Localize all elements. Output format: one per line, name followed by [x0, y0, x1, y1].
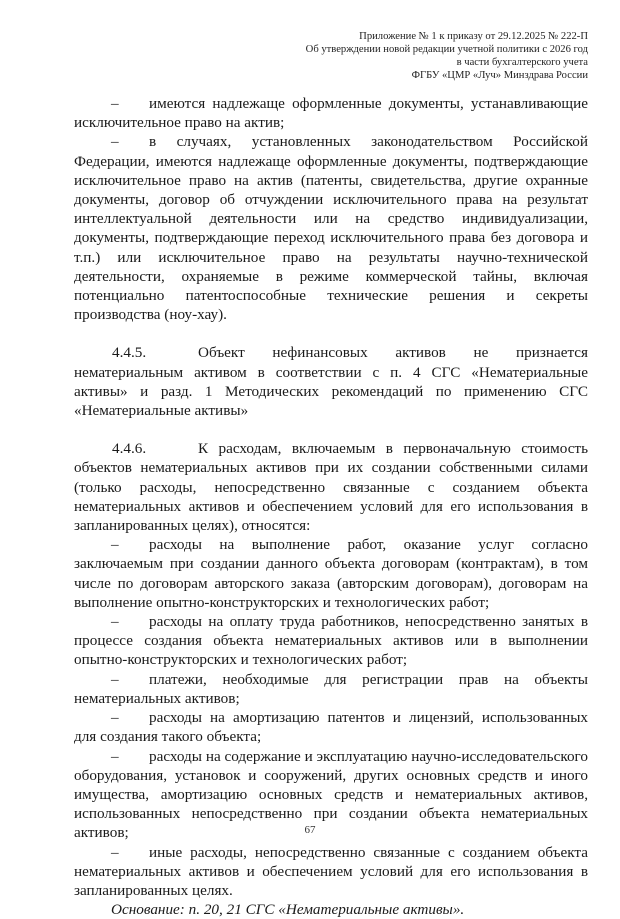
list-item-text: расходы на оплату труда работников, непосредственно занятых в процессе создания объекта нематериальных активов или в выполнении опытно-конструкторских и технологических работ; [74, 613, 588, 669]
spacer [74, 420, 588, 439]
section-text: Объект нефинансовых активов не признается нематериальным активом в соответствии с п. 4 СГС «Нематериальные активы» и разд. 1 Методических рекомендаций по применению СГС «Нематериальные активы» [74, 344, 588, 420]
dash-marker: – [111, 709, 119, 727]
dash-marker: – [111, 133, 119, 151]
document-header [306, 30, 588, 82]
list-item [74, 132, 588, 324]
header-line: Приложение № 1 к приказу от 29.12.2025 № 222-П [359, 31, 588, 42]
dash-marker: – [111, 843, 119, 861]
dash-marker: – [111, 536, 119, 554]
list-item-text: платежи, необходимые для регистрации прав на объекты нематериальных активов; [74, 670, 588, 707]
section-text: К расходам, включаемым в первоначальную стоимость объектов нематериальных активов при их создании собственными силами (только расходы, непосредственно связанные с созданием объекта нематериальных активов и обеспечением условий для его использования в запланированных целях), относятся: [74, 440, 588, 535]
list-item-text: в случаях, установленных законодательством Российской Федерации, имеются надлежаще оформленные документы, подтверждающие исключительное право на актив (патенты, свидетельства, другие охранные документы, договор об отчуждении исключительного права на результат интеллектуальной деятельности или на средство индивидуализации, документы, подтверждающие переход исключительного права без договора и т.п.) или исключительное право на результаты научно-технической деятельности, охраняемые в режиме коммерческой тайны, включая потенциально патентоспособные технические решения и секреты производства (ноу-хау). [74, 133, 588, 324]
dash-marker: – [111, 670, 119, 688]
list-item-text: расходы на содержание и эксплуатацию научно-исследовательского оборудования, установок и сооружений, других основных средств и иного имущества, амортизацию основных средств и нематериальных активов, использованных непосредственно при создании объекта нематериальных активов; [74, 747, 588, 842]
header-line: Об утверждении новой редакции учетной политики с 2026 год [305, 44, 588, 55]
list-item-text: расходы на выполнение работ, оказание услуг согласно заключаемым при создании данного объекта договорам (контрактам), в том числе по договорам авторского заказа (авторским договорам), договорам на выполнение опытно-конструкторских и технологических работ; [74, 536, 588, 611]
section-number: 4.4.5. [112, 344, 147, 362]
list-item [74, 612, 588, 670]
header-line: ФГБУ «ЦМР «Луч» Минздрава России [411, 70, 588, 81]
spacer [74, 324, 588, 343]
dash-marker: – [111, 95, 119, 112]
page-number: 67 [304, 824, 316, 836]
section-4-4-6 [74, 439, 588, 535]
document-body [74, 94, 588, 919]
list-item [74, 94, 588, 132]
dash-marker: – [111, 747, 119, 765]
section-number: 4.4.6. [112, 440, 147, 458]
list-item-text: имеются надлежаще оформленные документы, устанавливающие исключительное право на актив; [74, 95, 588, 132]
header-line: в части бухгалтерского учета [456, 57, 588, 68]
list-item [74, 843, 588, 901]
section-4-4-5 [74, 343, 588, 420]
dash-marker: – [111, 613, 119, 631]
list-item-text: иные расходы, непосредственно связанные с созданием объекта нематериальных активов и обеспечением условий для его использования в запланированных целях. [74, 843, 588, 899]
list-item [74, 535, 588, 612]
basis-reference: Основание: п. 20, 21 СГС «Нематериальные активы». [111, 901, 465, 919]
list-item-text: расходы на амортизацию патентов и лицензий, использованных для создания такого объекта; [74, 709, 588, 746]
list-item [74, 670, 588, 708]
list-item [74, 708, 588, 746]
